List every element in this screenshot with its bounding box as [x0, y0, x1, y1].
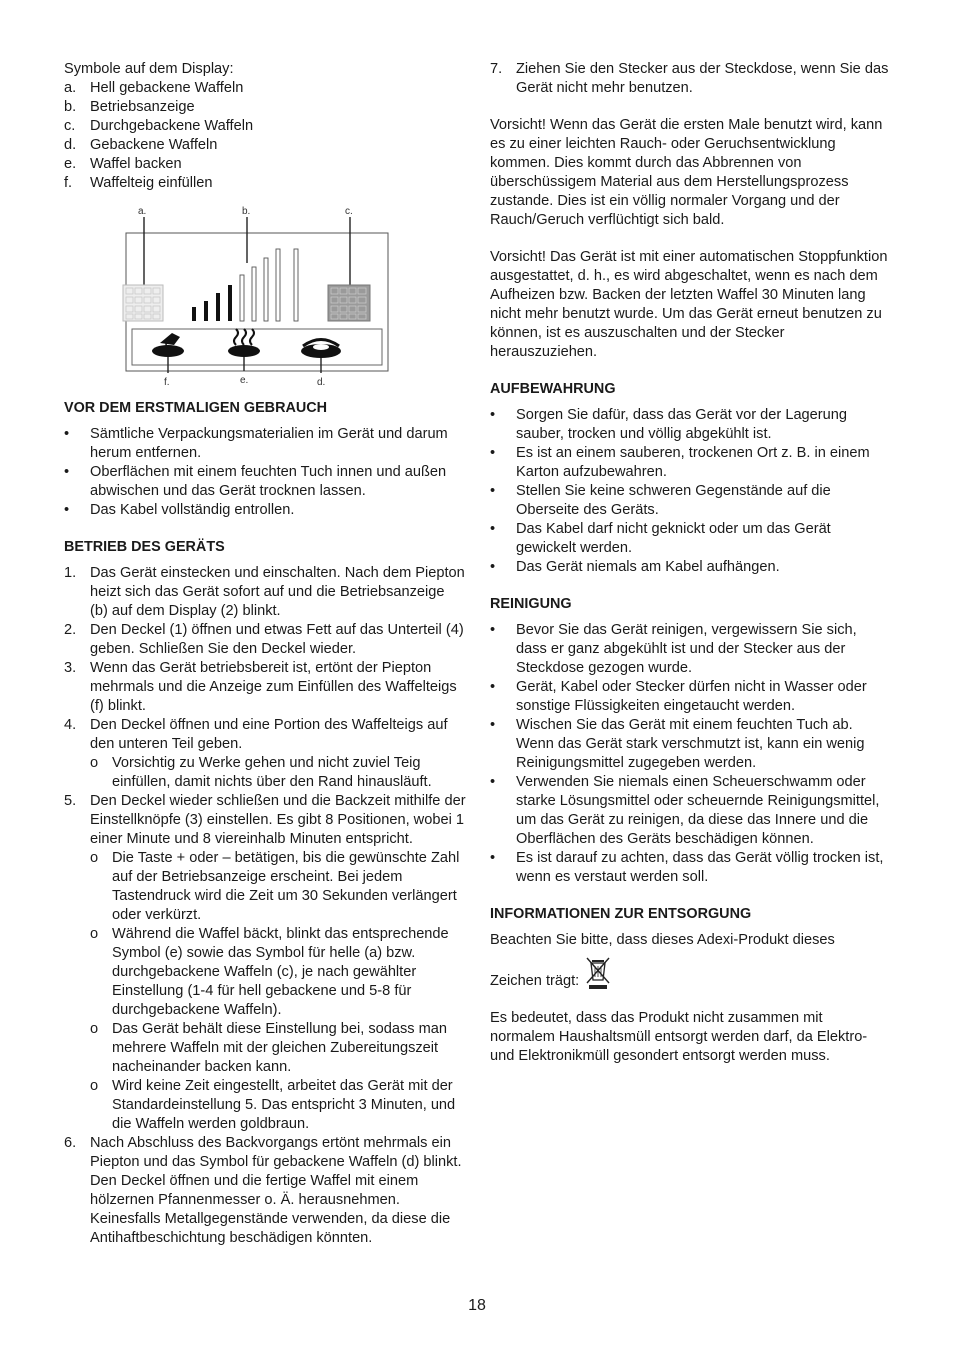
symbol-item: a. Hell gebackene Waffeln	[64, 80, 244, 96]
disposal-symbol-line	[490, 956, 890, 991]
storage-bullet: • Das Gerät niemals am Kabel aufhängen.	[490, 559, 780, 575]
operation-substep: o Das Gerät behält diese Einstellung bei, sodass man mehrere Waffeln mit der gleichen Zubereitungszeit nacheinander backen kann.	[90, 1021, 448, 1075]
symbol-item: f. Waffelteig einfüllen	[64, 175, 213, 191]
cleaning-bullet: • Verwenden Sie niemals einen Scheuerschwamm oder starke Lösungsmittel oder scheuernde Reinigungsmittel, um das Gerät zu reinigen, da diese das Innere und die Oberflächen des Geräts beschädigen können.	[490, 774, 880, 847]
symbol-item: c. Durchgebackene Waffeln	[64, 118, 254, 134]
operation-substep: o Wird keine Zeit eingestellt, arbeitet das Gerät mit der Standardeinstellung 5. Das entspricht 3 Minuten, und die Waffeln werden goldbraun.	[90, 1078, 456, 1132]
caution-smoke: Vorsicht! Wenn das Gerät die ersten Male benutzt wird, kann es zu einer leichten Rauch- oder Geruchsentwicklung kommen. Dies kommt durch das Abbrennen von überschüssigem Material aus dem Herstellungsprozess zustande. Dies ist ein völlig normaler Vorgang und der Rauch/Geruch verflüchtigt sich bald.	[490, 117, 883, 228]
symbol-list	[64, 79, 466, 193]
label-b: b.	[242, 206, 251, 217]
caution-auto-stop: Vorsicht! Das Gerät ist mit einer automatischen Stoppfunktion ausgestattet, d. h., es wird abgeschaltet, wenn es nach dem Aufheizen bzw. Backen der letzten Waffel 30 Minuten lang nicht mehr benutzt wurde. Um das Gerät erneut benutzen zu können, ist es auszuschalten und der Stecker herauszuziehen.	[490, 249, 888, 360]
first-use-heading: VOR DEM ERSTMALIGEN GEBRAUCH	[64, 400, 328, 416]
operation-step: 6. Nach Abschluss des Backvorgangs ertönt mehrmals ein Piepton und das Symbol für gebackene Waffeln (d) blinkt. Den Deckel öffnen und die fertige Waffel mit einem hölzernen Pfannenmesser o. Ä. herausnehmen. Keinesfalls Metallgegenstände verwenden, da diese die Antihaftbeschichtung beschädigen könnten.	[64, 1135, 462, 1246]
operation-step: 3. Wenn das Gerät betriebsbereit ist, ertönt der Piepton mehrmals und die Anzeige zum Einfüllen des Waffelteigs (f) blinkt.	[64, 660, 457, 714]
label-a: a.	[138, 206, 147, 217]
disposal-heading: INFORMATIONEN ZUR ENTSORGUNG	[490, 906, 752, 922]
operation-step: 7. Ziehen Sie den Stecker aus der Steckdose, wenn Sie das Gerät nicht mehr benutzen.	[490, 61, 889, 96]
disposal-text-3: Es bedeutet, dass das Produkt nicht zusammen mit normalem Haushaltsmüll entsorgt werden darf, da Elektro- und Elektronikmüll gesondert entsorgt werden muss.	[490, 1010, 868, 1064]
right-column	[490, 60, 890, 1066]
operation-step: 5. Den Deckel wieder schließen und die Backzeit mithilfe der Einstellknöpfe (3) einstellen. Es gibt 8 Positionen, wobei 1 einer Minute und 8 viereinhalb Minuten entspricht.	[64, 793, 466, 847]
label-e: e.	[240, 375, 249, 386]
display-diagram-svg	[116, 203, 396, 389]
first-use-bullet: • Oberflächen mit einem feuchten Tuch innen und außen abwischen und das Gerät trocknen lassen.	[64, 464, 447, 499]
cleaning-heading: REINIGUNG	[490, 596, 572, 612]
cleaning-bullet: • Es ist darauf zu achten, dass das Gerät völlig trocken ist, wenn es verstaut werden soll.	[490, 850, 884, 885]
disposal-text-1: Beachten Sie bitte, dass dieses Adexi-Produkt dieses	[490, 932, 835, 948]
display-diagram	[116, 203, 396, 389]
storage-bullet: • Das Kabel darf nicht geknickt oder um das Gerät gewickelt werden.	[490, 521, 831, 556]
display-intro: Symbole auf dem Display:	[64, 61, 234, 77]
dark-waffle-icon	[328, 285, 370, 321]
storage-heading: AUFBEWAHRUNG	[490, 381, 616, 397]
disposal-text-2: Zeichen trägt:	[490, 973, 580, 989]
storage-bullet: • Stellen Sie keine schweren Gegenstände auf die Oberseite des Geräts.	[490, 483, 831, 518]
operation-substep: o Während die Waffel bäckt, blinkt das entsprechende Symbol (e) sowie das Symbol für helle (a) bzw. durchgebackene Waffeln (c), je nach gewählter Einstellung (1-4 für hell gebackene und 5-8 für durchgebackene Waffeln).	[90, 926, 449, 1018]
label-c: c.	[345, 206, 353, 217]
left-column	[64, 60, 466, 1248]
first-use-bullet: • Sämtliche Verpackungsmaterialien im Gerät und darum herum entfernen.	[64, 426, 448, 461]
operation-step: 2. Den Deckel (1) öffnen und etwas Fett auf das Unterteil (4) geben. Schließen Sie den Deckel wieder.	[64, 622, 464, 657]
operation-heading: BETRIEB DES GERÄTS	[64, 539, 225, 555]
operation-substep: o Die Taste + oder – betätigen, bis die gewünschte Zahl auf der Betriebsanzeige erscheint. Bei jedem Tastendruck wird die Zeit um 30 Sekunden verlängert oder verkürzt.	[90, 850, 460, 923]
crossed-bin-icon	[585, 956, 611, 990]
symbol-item: d. Gebackene Waffeln	[64, 137, 218, 153]
label-d: d.	[317, 377, 326, 388]
label-f: f.	[164, 377, 170, 388]
storage-bullet: • Es ist an einem sauberen, trockenen Ort z. B. in einem Karton aufzubewahren.	[490, 445, 870, 480]
symbol-item: e. Waffel backen	[64, 156, 182, 172]
operation-step: 1. Das Gerät einstecken und einschalten. Nach dem Piepton heizt sich das Gerät sofort auf und die Betriebsanzeige (b) auf dem Display (2) blinkt.	[64, 565, 465, 619]
symbol-item: b. Betriebsanzeige	[64, 99, 195, 115]
page-number: 18	[468, 1297, 486, 1314]
operation-substep: o Vorsichtig zu Werke gehen und nicht zuviel Teig einfüllen, damit nichts über den Rand hinausläuft.	[90, 755, 432, 790]
first-use-bullet: • Das Kabel vollständig entrollen.	[64, 502, 295, 518]
cleaning-bullet: • Bevor Sie das Gerät reinigen, vergewissern Sie sich, dass er ganz abgekühlt ist und der Stecker aus der Steckdose gezogen wurde.	[490, 622, 857, 676]
storage-bullet: • Sorgen Sie dafür, dass das Gerät vor der Lagerung sauber, trocken und völlig abgekühlt ist.	[490, 407, 847, 442]
cleaning-bullet: • Gerät, Kabel oder Stecker dürfen nicht in Wasser oder sonstige Flüssigkeiten eingetaucht werden.	[490, 679, 867, 714]
operation-step: 4. Den Deckel öffnen und eine Portion des Waffelteigs auf den unteren Teil geben.	[64, 717, 448, 752]
light-waffle-icon	[123, 285, 163, 321]
cleaning-bullet: • Wischen Sie das Gerät mit einem feuchten Tuch ab. Wenn das Gerät stark verschmutzt ist, kann ein wenig Reinigungsmittel zugegeben werden.	[490, 717, 865, 771]
